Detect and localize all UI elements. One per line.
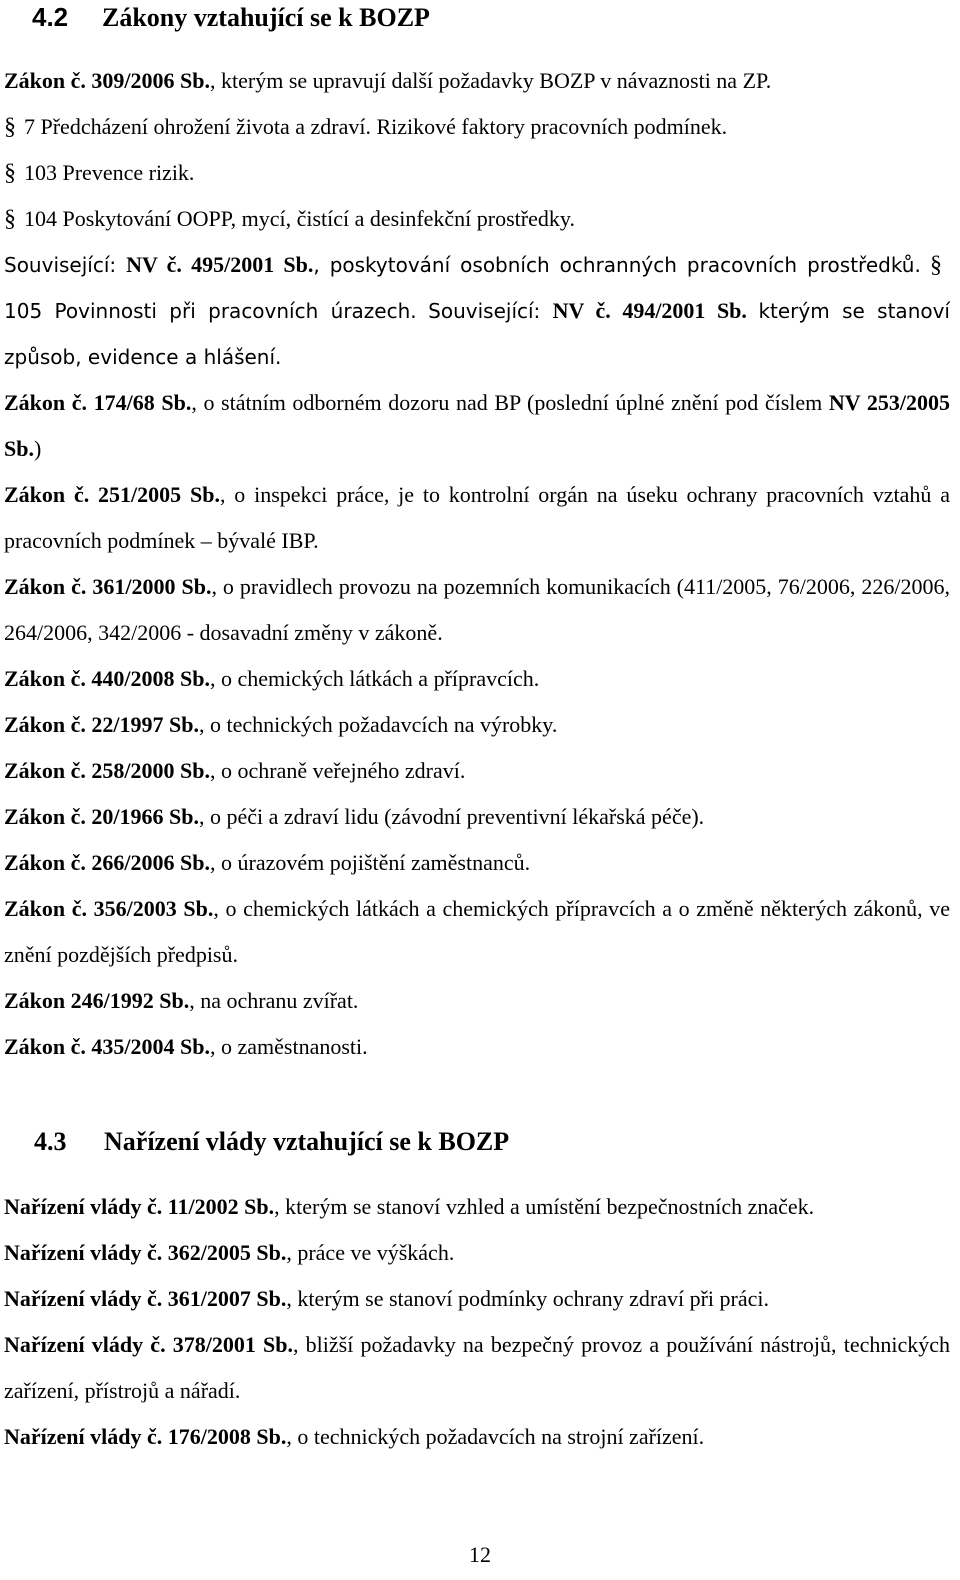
- law-paragraph: Zákon č. 361/2000 Sb., o pravidlech provozu na pozemních komunikacích (411/2005, 76/2006, 226/2006, 264/2006, 342/2006 - dosavadní změny v zákoně.: [4, 574, 950, 645]
- law-reference: NV č. 495/2001 Sb.: [126, 252, 314, 277]
- law-paragraph: Zákon č. 309/2006 Sb., kterým se upravují další požadavky BOZP v návaznosti na ZP.: [4, 68, 772, 93]
- law-reference: Zákon č. 174/68 Sb.: [4, 390, 192, 415]
- section-number: 4.2: [32, 2, 69, 32]
- section-sign-icon: §: [4, 160, 16, 186]
- law-reference: Zákon č. 258/2000 Sb.: [4, 758, 210, 783]
- section-heading-4-3: [34, 1126, 509, 1158]
- law-reference: Zákon č. 356/2003 Sb.: [4, 896, 214, 921]
- law-reference: NV 253/2005 Sb.: [4, 390, 950, 461]
- law-paragraph: Zákon č. 22/1997 Sb., o technických požadavcích na výrobky.: [4, 712, 558, 737]
- law-reference: Nařízení vlády č. 176/2008 Sb.: [4, 1424, 287, 1449]
- section-sign-icon: §: [4, 206, 16, 232]
- paragraph-item-103: § 103 Prevence rizik.: [4, 150, 950, 196]
- paragraph-item-7: § 7 Předcházení ohrožení života a zdraví. Rizikové faktory pracovních podmínek.: [4, 104, 950, 150]
- law-reference: Zákon č. 266/2006 Sb.: [4, 850, 210, 875]
- law-paragraph: Zákon č. 251/2005 Sb., o inspekci práce, je to kontrolní orgán na úseku ochrany pracovních vztahů a pracovních podmínek – bývalé IBP.: [4, 482, 950, 553]
- law-paragraph: Zákon č. 435/2004 Sb., o zaměstnanosti.: [4, 1034, 368, 1059]
- law-reference: Zákon č. 22/1997 Sb.: [4, 712, 199, 737]
- section-title: Nařízení vlády vztahující se k BOZP: [104, 1127, 510, 1156]
- section-heading-4-2: [32, 1, 430, 34]
- section-title: Zákony vztahující se k BOZP: [102, 3, 430, 32]
- paragraph-item-104: § 104 Poskytování OOPP, mycí, čistící a desinfekční prostředky.: [4, 196, 950, 242]
- page-number: 12: [469, 1542, 491, 1567]
- section-sign-icon: §: [4, 114, 16, 140]
- regulation-paragraph: Nařízení vlády č. 176/2008 Sb., o technických požadavcích na strojní zařízení.: [4, 1424, 705, 1449]
- regulation-paragraph: Nařízení vlády č. 11/2002 Sb., kterým se stanoví vzhled a umístění bezpečnostních značek.: [4, 1194, 815, 1219]
- law-reference: Nařízení vlády č. 362/2005 Sb.: [4, 1240, 287, 1265]
- law-paragraph: Zákon č. 174/68 Sb., o státním odborném dozoru nad BP (poslední úplné znění pod číslem NV 253/2005 Sb.): [4, 390, 950, 461]
- law-reference: Zákon č. 361/2000 Sb.: [4, 574, 212, 599]
- related-paragraph: Související: NV č. 495/2001 Sb., poskytování osobních ochranných pracovních prostředků. §105 Povinnosti při pracovních úrazech. Související: NV č. 494/2001 Sb. kterým se stanoví způsob, evidence a hlášení.: [4, 242, 950, 380]
- law-reference: Zákon 246/1992 Sb.: [4, 988, 190, 1013]
- section-number: 4.3: [34, 1127, 67, 1156]
- law-reference: Zákon č. 251/2005 Sb.: [4, 482, 220, 507]
- law-reference: Zákon č. 309/2006 Sb.: [4, 68, 210, 93]
- law-paragraph: Zákon č. 20/1966 Sb., o péči a zdraví lidu (závodní preventivní lékařská péče).: [4, 804, 705, 829]
- law-reference: NV č. 494/2001 Sb.: [552, 298, 747, 323]
- law-paragraph: Zákon č. 258/2000 Sb., o ochraně veřejného zdraví.: [4, 758, 466, 783]
- laws-section: [4, 58, 950, 1070]
- law-paragraph: Zákon č. 266/2006 Sb., o úrazovém pojištění zaměstnanců.: [4, 850, 531, 875]
- section-sign-icon: §: [930, 252, 942, 278]
- law-reference: Zákon č. 440/2008 Sb.: [4, 666, 210, 691]
- regulations-section: [4, 1184, 950, 1460]
- regulation-paragraph: Nařízení vlády č. 361/2007 Sb., kterým se stanoví podmínky ochrany zdraví při práci.: [4, 1286, 769, 1311]
- law-reference: Nařízení vlády č. 11/2002 Sb.: [4, 1194, 275, 1219]
- law-reference: Nařízení vlády č. 361/2007 Sb.: [4, 1286, 287, 1311]
- law-reference: Zákon č. 435/2004 Sb.: [4, 1034, 210, 1059]
- regulation-paragraph: Nařízení vlády č. 378/2001 Sb., bližší požadavky na bezpečný provoz a používání nástrojů, technických zařízení, přístrojů a nářadí.: [4, 1332, 950, 1403]
- law-reference: Zákon č. 20/1966 Sb.: [4, 804, 199, 829]
- law-paragraph: Zákon 246/1992 Sb., na ochranu zvířat.: [4, 988, 359, 1013]
- regulation-paragraph: Nařízení vlády č. 362/2005 Sb., práce ve výškách.: [4, 1240, 455, 1265]
- law-paragraph: Zákon č. 440/2008 Sb., o chemických látkách a přípravcích.: [4, 666, 540, 691]
- law-reference: Nařízení vlády č. 378/2001 Sb.: [4, 1332, 293, 1357]
- law-paragraph: Zákon č. 356/2003 Sb., o chemických látkách a chemických přípravcích a o změně některých zákonů, ve znění pozdějších předpisů.: [4, 896, 951, 967]
